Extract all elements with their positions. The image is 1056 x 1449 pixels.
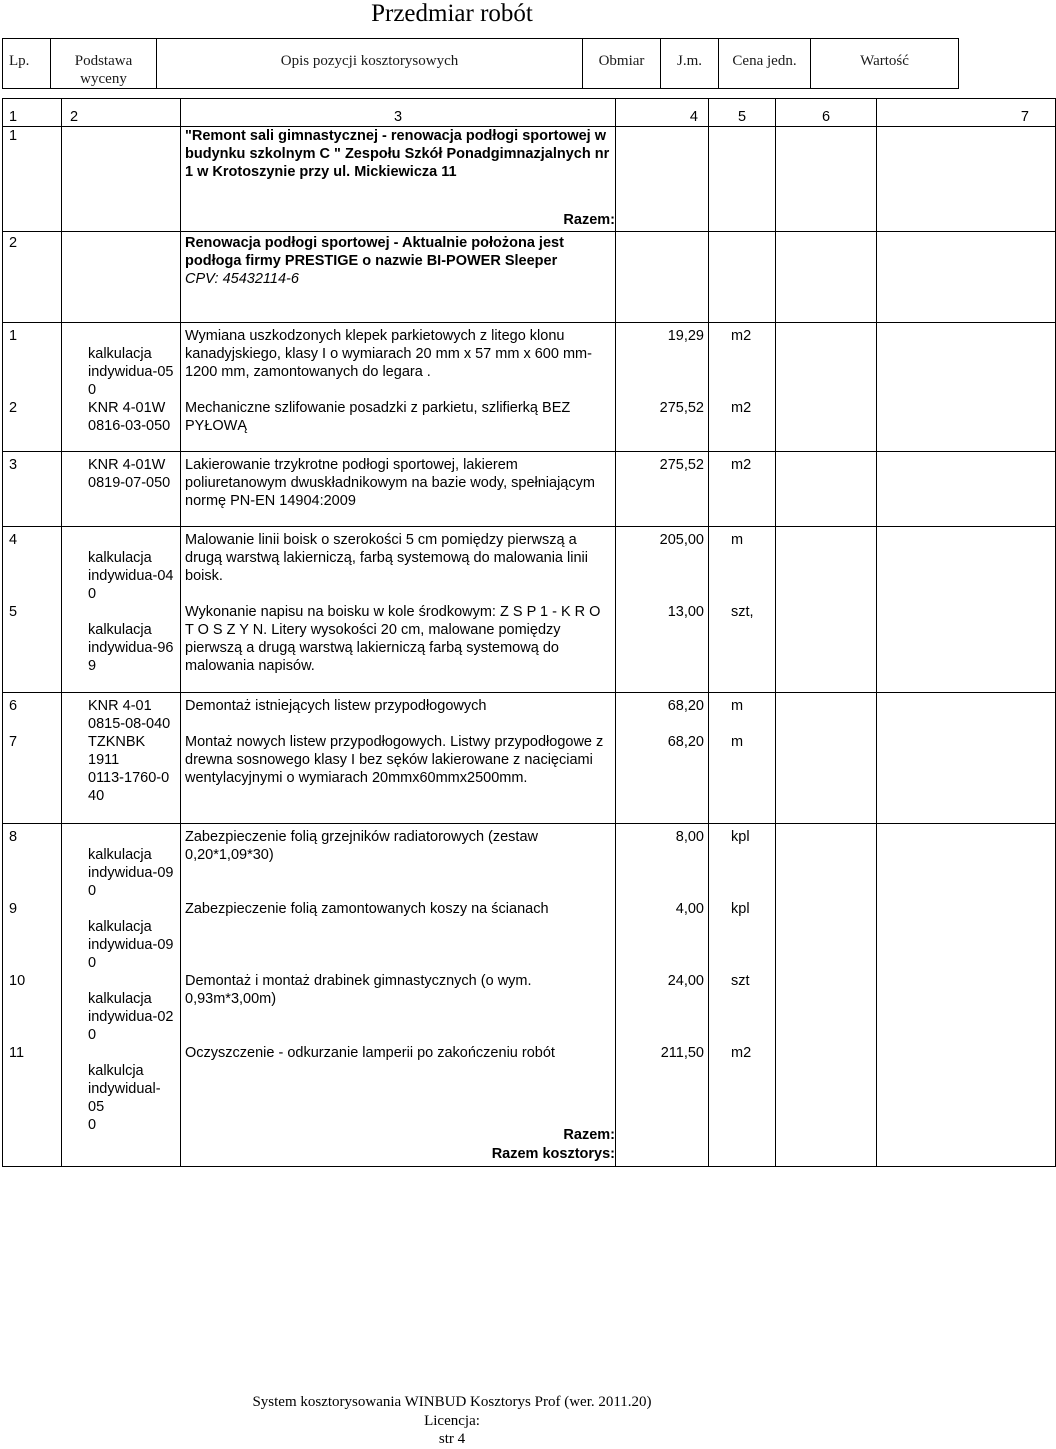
item-basis: kalkulacja [88,991,152,1007]
item-lp: 6 [9,698,18,714]
item-basis: 0 [88,955,97,971]
item-quantity: 205,00 [659,532,704,548]
item-description: Wymiana uszkodzonych klepek parkietowych z litego klonu kanadyjskiego, klasy I o wymiarach 20 mm x 57 mm x 600 mm-1200 mm, zamontowanych do legara . [185,328,592,380]
cpv-code: CPV: 45432114-6 [185,271,299,287]
item-basis: kalkulacja [88,622,152,638]
item-description: Wykonanie napisu na boisku w kole środkowym: Z S P 1 - K R O T O S Z Y N. Litery wysokości 20 cm, malowane pomiędzy pierwszą a drugą warstwą lakierniczą farbą systemową do malowania napisów. [185,604,601,674]
table-row [3,824,1056,1167]
item-basis: KNR 4-01W [88,400,166,416]
header-description: Opis pozycji kosztorysowych [157,39,583,89]
footer-licence: Licencja: [424,1413,480,1429]
item-description: Mechaniczne szlifowanie posadzki z parkietu, szlifierką BEZ PYŁOWĄ [185,400,571,434]
item-basis: indywidua-02 [88,1009,174,1025]
item-quantity: 8,00 [675,829,704,845]
footer-system: System kosztorysowania WINBUD Kosztorys Prof (wer. 2011.20) [252,1394,652,1410]
item-quantity: 68,20 [667,698,704,714]
item-unit: m [731,734,744,750]
item-basis: 0 [88,382,97,398]
item-description: Montaż nowych listew przypodłogowych. Listwy przypodłogowe z drewna sosnowego klasy I bez sęków lakierowane z nacięciami wentylacyjnymi o wymiarach 20mmx60mmx2500mm. [185,734,604,786]
item-lp: 7 [9,734,18,750]
item-lp: 10 [9,973,26,989]
item-quantity: 275,52 [659,457,704,473]
column-header-table [2,38,959,89]
item-basis: indywidual-05 [88,1081,161,1115]
item-basis: 1911 [88,752,120,768]
item-basis: 9 [88,658,97,674]
item-basis: indywidua-09 [88,865,174,881]
colnum-7: 7 [877,99,1056,127]
page-title: Przedmiar robót [371,0,533,27]
item-quantity: 211,50 [660,1045,704,1061]
colnum-5: 5 [709,99,776,127]
colnum-3: 3 [181,99,616,127]
table-row [3,527,1056,693]
item-basis: kalkulacja [88,550,152,566]
header-unit: J.m. [661,39,719,89]
header-lp: Lp. [3,39,51,89]
colnum-4: 4 [616,99,709,127]
table-row [3,693,1056,824]
item-lp: 8 [9,829,18,845]
item-unit: kpl [731,829,750,845]
item-basis: indywidua-09 [88,937,174,953]
item-description: Lakierowanie trzykrotne podłogi sportowej, lakierem poliuretanowym dwuskładnikowym na bazie wody, spełniającym normę PN-EN 14904:2009 [181,452,616,527]
item-basis: 40 [88,788,105,804]
column-numbers-row [3,99,1056,127]
estimate-table [2,98,1056,1167]
item-basis: KNR 4-01W [88,457,166,473]
table-row [3,323,1056,452]
item-unit: m2 [731,328,752,344]
item-quantity: 24,00 [667,973,704,989]
header-quantity: Obmiar [583,39,661,89]
item-unit: kpl [731,901,750,917]
item-basis: 0113-1760-0 [88,770,170,786]
item-basis: 0 [88,883,97,899]
section-row [3,127,1056,232]
item-description: Oczyszczenie - odkurzanie lamperii po zakończeniu robót [185,1045,555,1061]
item-quantity: 19,29 [667,328,704,344]
item-unit: szt [731,973,750,989]
colnum-6: 6 [776,99,877,127]
header-value: Wartość [811,39,959,89]
item-basis: indywidua-04 [88,568,174,584]
item-basis: 0819-07-050 [88,475,171,491]
item-unit: m2 [731,400,752,416]
item-quantity: 13,00 [667,604,704,620]
item-lp: 5 [9,604,18,620]
item-unit: m2 [731,457,752,473]
section-lp: 1 [3,127,62,232]
item-quantity: 4,00 [675,901,704,917]
item-description: Demontaż istniejących listew przypodłogowych [185,698,487,714]
item-basis: 0816-03-050 [88,418,171,434]
header-unit-price: Cena jedn. [719,39,811,89]
section-title: Renowacja podłogi sportowej - Aktualnie położona jest podłoga firmy PRESTIGE o nazwie BI-POWER Sleeper [185,235,564,269]
item-basis: kalkulcja [88,1063,144,1079]
item-basis: kalkulacja [88,847,152,863]
item-basis: 0 [88,1117,97,1133]
item-basis: indywidua-05 [88,364,174,380]
item-basis: 0 [88,586,97,602]
item-basis: 0815-08-040 [88,716,171,732]
section-row [3,232,1056,323]
item-description: Demontaż i montaż drabinek gimnastycznych (o wym. 0,93m*3,00m) [185,973,532,1007]
section-total-label: Razem: [563,212,615,228]
item-lp: 11 [9,1045,25,1061]
item-lp: 3 [3,452,62,527]
item-description: Zabezpieczenie folią zamontowanych koszy na ścianach [185,901,549,917]
item-lp: 4 [9,532,18,548]
item-basis: TZKNBK [88,734,146,750]
section-total-label: Razem: [563,1127,615,1143]
item-unit: m2 [731,1045,752,1061]
item-description: Zabezpieczenie folią grzejników radiatorowych (zestaw 0,20*1,09*30) [185,829,538,863]
item-unit: m [731,532,744,548]
footer-page-number: str 4 [438,1431,466,1447]
section-title: "Remont sali gimnastycznej - renowacja podłogi sportowej w budynku szkolnym C " Zespołu Szkół Ponadgimnazjalnych nr 1 w Krotoszynie przy ul. Mickiewicza 11 [185,128,610,180]
item-lp: 2 [9,400,18,416]
item-basis: KNR 4-01 [88,698,152,714]
item-basis: 0 [88,1027,97,1043]
colnum-1: 1 [3,99,62,127]
item-basis: indywidua-96 [88,640,174,656]
item-unit: m [731,698,744,714]
estimate-total-label: Razem kosztorys: [491,1146,615,1162]
item-basis: kalkulacja [88,919,152,935]
header-basis: Podstawa wyceny [51,39,157,89]
item-quantity: 68,20 [667,734,704,750]
item-basis: kalkulacja [88,346,152,362]
header-row [3,39,959,89]
section-lp: 2 [3,232,62,323]
item-quantity: 275,52 [659,400,704,416]
item-lp: 9 [9,901,18,917]
table-row [3,452,1056,527]
item-description: Malowanie linii boisk o szerokości 5 cm pomiędzy pierwszą a drugą warstwą lakierniczą, farbą systemową do malowania linii boisk. [185,532,588,584]
colnum-2: 2 [62,99,181,127]
item-unit: szt, [731,604,754,620]
item-lp: 1 [9,328,18,344]
